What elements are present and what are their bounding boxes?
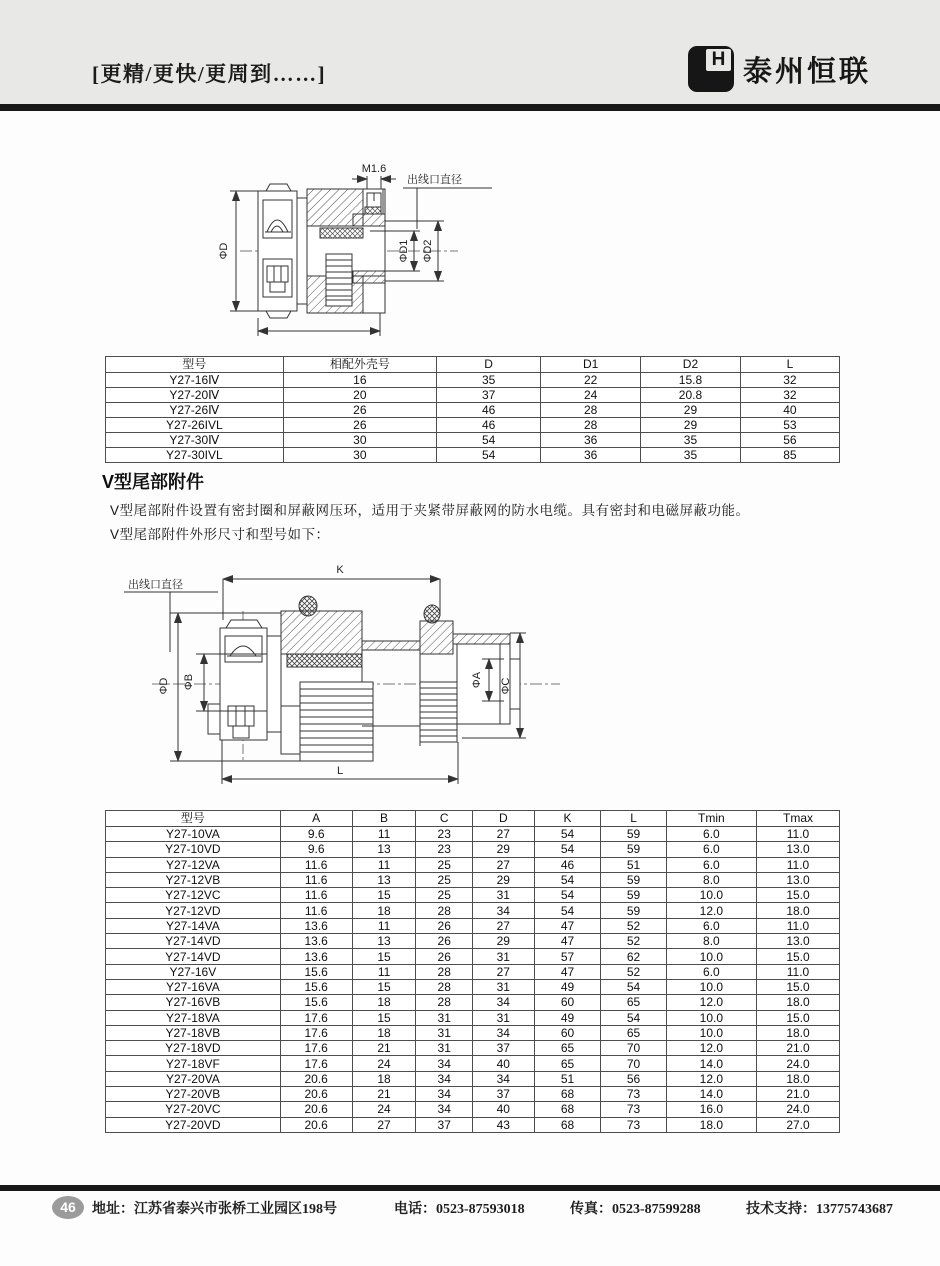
table-cell: 24 <box>352 1056 416 1071</box>
table-cell: 26 <box>283 418 436 433</box>
table-cell: Y27-14VD <box>106 934 281 949</box>
column-header: D <box>437 357 541 373</box>
section-title: V型尾部附件 <box>102 472 205 492</box>
table-cell: 40 <box>472 1056 534 1071</box>
table-cell: 27 <box>472 964 534 979</box>
table-row <box>106 1102 840 1117</box>
table-row <box>106 918 840 933</box>
table-cell: 54 <box>534 842 601 857</box>
table-cell: 27 <box>352 1117 416 1132</box>
table-cell: 17.6 <box>280 1041 352 1056</box>
table-cell: 12.0 <box>666 995 756 1010</box>
table-cell: 25 <box>416 872 473 887</box>
table-cell: 40 <box>472 1102 534 1117</box>
table-cell: 18 <box>352 1071 416 1086</box>
connector-body <box>152 596 560 761</box>
table-cell: 21.0 <box>757 1041 840 1056</box>
table-cell: 54 <box>601 979 666 994</box>
table-cell: 37 <box>472 1041 534 1056</box>
section-paragraph-1: V型尾部附件设置有密封圈和屏蔽网压环，适用于夹紧带屏蔽网的防水电缆。具有密封和电磁屏蔽功能。 <box>110 503 750 518</box>
table-cell: 18.0 <box>757 1025 840 1040</box>
table-cell: 68 <box>534 1087 601 1102</box>
column-header: A <box>280 811 352 827</box>
table-cell: 18 <box>352 995 416 1010</box>
table-cell: 26 <box>416 918 473 933</box>
table-cell: 18.0 <box>757 995 840 1010</box>
table-cell: 25 <box>416 888 473 903</box>
table-cell: 6.0 <box>666 964 756 979</box>
table-cell: 53 <box>740 418 839 433</box>
table-cell: 54 <box>437 433 541 448</box>
table-cell: 54 <box>534 903 601 918</box>
table-cell: 31 <box>472 888 534 903</box>
table-row <box>106 934 840 949</box>
table-cell: 57 <box>534 949 601 964</box>
table-row <box>106 418 840 433</box>
table-cell: 23 <box>416 842 473 857</box>
brand-name: 泰州恒联 <box>743 55 872 88</box>
table-cell: 54 <box>601 1010 666 1025</box>
table-cell: 20.6 <box>280 1102 352 1117</box>
table-cell: Y27-12VD <box>106 903 281 918</box>
column-header: L <box>740 357 839 373</box>
table-cell: 59 <box>601 842 666 857</box>
table-cell: Y27-18VB <box>106 1025 281 1040</box>
table-cell: 10.0 <box>666 888 756 903</box>
table-cell: 30 <box>283 448 436 463</box>
table-cell: Y27-20Ⅳ <box>106 388 284 403</box>
table-cell: 29 <box>472 872 534 887</box>
table-cell: Y27-30Ⅳ <box>106 433 284 448</box>
table-cell: 23 <box>416 827 473 842</box>
table-cell: 31 <box>472 979 534 994</box>
table-cell: Y27-18VD <box>106 1041 281 1056</box>
table-cell: 12.0 <box>666 903 756 918</box>
table-cell: 11.0 <box>757 857 840 872</box>
column-header: 型号 <box>106 357 284 373</box>
table-cell: Y27-30IVL <box>106 448 284 463</box>
table-cell: 11.6 <box>280 888 352 903</box>
slogan-text: [更精/更快/更周到……] <box>92 62 327 86</box>
header-divider-bar <box>0 104 940 111</box>
table-cell: 15 <box>352 888 416 903</box>
table-cell: Y27-26Ⅳ <box>106 403 284 418</box>
table-cell: 34 <box>472 1071 534 1086</box>
table-cell: 18.0 <box>757 903 840 918</box>
table-cell: 59 <box>601 888 666 903</box>
table-cell: 6.0 <box>666 918 756 933</box>
table-row <box>106 949 840 964</box>
table-cell: Y27-12VC <box>106 888 281 903</box>
table-cell: 11.0 <box>757 918 840 933</box>
table-cell: 24 <box>352 1102 416 1117</box>
table-cell: 27.0 <box>757 1117 840 1132</box>
table-cell: 6.0 <box>666 857 756 872</box>
table-cell: 34 <box>416 1056 473 1071</box>
table-cell: 31 <box>472 1010 534 1025</box>
column-header: B <box>352 811 416 827</box>
table-cell: 8.0 <box>666 872 756 887</box>
table-cell: 11.6 <box>280 872 352 887</box>
table-cell: Y27-16VA <box>106 979 281 994</box>
table-cell: 21.0 <box>757 1087 840 1102</box>
table-cell: 36 <box>541 448 641 463</box>
table-cell: 32 <box>740 388 839 403</box>
dim-label-l: L <box>336 765 344 777</box>
table-cell: 60 <box>534 995 601 1010</box>
dim-label-phi-c: ΦC <box>500 677 512 695</box>
table-cell: Y27-26IVL <box>106 418 284 433</box>
table-row <box>106 903 840 918</box>
table-cell: 13 <box>352 934 416 949</box>
dim-label-phi-d1: ΦD1 <box>398 239 410 263</box>
table-row <box>106 995 840 1010</box>
dim-label-phi-d: ΦD <box>158 677 170 695</box>
table-cell: 73 <box>601 1087 666 1102</box>
table-cell: 37 <box>416 1117 473 1132</box>
page-number-badge: 46 <box>52 1196 84 1219</box>
dim-label-phi-b: ΦB <box>183 673 195 691</box>
footer-phone: 电话：0523-87593018 <box>394 1202 525 1217</box>
table-cell: 15.0 <box>757 1010 840 1025</box>
table-cell: 27 <box>472 918 534 933</box>
footer-address: 地址：江苏省泰兴市张桥工业园区198号 <box>92 1202 337 1217</box>
table-cell: 13 <box>352 842 416 857</box>
table-cell: 15 <box>352 1010 416 1025</box>
table-cell: 35 <box>641 448 741 463</box>
table-row <box>106 1087 840 1102</box>
table-cell: 16.0 <box>666 1102 756 1117</box>
table-cell: 17.6 <box>280 1025 352 1040</box>
table-cell: 56 <box>601 1071 666 1086</box>
table-cell: 51 <box>601 857 666 872</box>
table-row <box>106 979 840 994</box>
table-cell: 21 <box>352 1087 416 1102</box>
table-cell: 56 <box>740 433 839 448</box>
column-header: 相配外壳号 <box>283 357 436 373</box>
table-row <box>106 827 840 842</box>
table-cell: 26 <box>416 949 473 964</box>
table-cell: 43 <box>472 1117 534 1132</box>
table-cell: 54 <box>534 827 601 842</box>
table-cell: 18.0 <box>666 1117 756 1132</box>
table-cell: 31 <box>472 949 534 964</box>
table-cell: 15.0 <box>757 979 840 994</box>
table-row <box>106 373 840 388</box>
iv-tail-dimensions-table <box>105 356 840 463</box>
table-cell: 10.0 <box>666 1010 756 1025</box>
table-row <box>106 403 840 418</box>
table-cell: 11.0 <box>757 964 840 979</box>
table-cell: 13 <box>352 872 416 887</box>
table-cell: 9.6 <box>280 842 352 857</box>
column-header: 型号 <box>106 811 281 827</box>
table-cell: 54 <box>437 448 541 463</box>
table-cell: 12.0 <box>666 1071 756 1086</box>
table-cell: 13.0 <box>757 872 840 887</box>
footer-tech-support: 技术支持：13775743687 <box>746 1202 893 1217</box>
table-cell: 13.6 <box>280 934 352 949</box>
table-cell: 60 <box>534 1025 601 1040</box>
table-cell: Y27-20VD <box>106 1117 281 1132</box>
table-row <box>106 448 840 463</box>
table-cell: 13.6 <box>280 949 352 964</box>
column-header: D <box>472 811 534 827</box>
table-row <box>106 1010 840 1025</box>
table-cell: 8.0 <box>666 934 756 949</box>
table-cell: 31 <box>416 1041 473 1056</box>
table-cell: 28 <box>416 964 473 979</box>
table-cell: 59 <box>601 872 666 887</box>
dim-label-outlet: 出线口直径 <box>407 174 462 186</box>
dim-label-phi-d2: ΦD2 <box>422 239 434 263</box>
table-cell: 9.6 <box>280 827 352 842</box>
table-cell: 10.0 <box>666 949 756 964</box>
header-row <box>106 357 840 373</box>
table-cell: 65 <box>534 1056 601 1071</box>
table-cell: 11 <box>352 857 416 872</box>
table-cell: 54 <box>534 888 601 903</box>
table-cell: 34 <box>472 995 534 1010</box>
table-row <box>106 1025 840 1040</box>
table-cell: Y27-10VA <box>106 827 281 842</box>
table-cell: 20.8 <box>641 388 741 403</box>
table-cell: 15.0 <box>757 888 840 903</box>
drawing-iv-tail-cross-section <box>170 146 570 351</box>
table-cell: 10.0 <box>666 1025 756 1040</box>
table-cell: 24.0 <box>757 1102 840 1117</box>
table-cell: 20.6 <box>280 1071 352 1086</box>
table-cell: 14.0 <box>666 1087 756 1102</box>
table-row <box>106 888 840 903</box>
footer-fax: 传真：0523-87599288 <box>570 1202 701 1217</box>
table-cell: 24 <box>541 388 641 403</box>
table-cell: 37 <box>437 388 541 403</box>
table-row <box>106 842 840 857</box>
table-cell: 28 <box>541 403 641 418</box>
table-row <box>106 1071 840 1086</box>
table-cell: 11.6 <box>280 903 352 918</box>
table-cell: 18 <box>352 1025 416 1040</box>
table-cell: 13.6 <box>280 918 352 933</box>
table-cell: 29 <box>641 418 741 433</box>
table-cell: 12.0 <box>666 1041 756 1056</box>
table-cell: 35 <box>641 433 741 448</box>
table-cell: Y27-20VB <box>106 1087 281 1102</box>
dim-label-phi-d: ΦD <box>218 242 230 260</box>
table-cell: 52 <box>601 918 666 933</box>
table-cell: 32 <box>740 373 839 388</box>
table-cell: Y27-12VB <box>106 872 281 887</box>
table-cell: 11.0 <box>757 827 840 842</box>
table-cell: 28 <box>416 979 473 994</box>
table-cell: 65 <box>601 995 666 1010</box>
table-cell: 26 <box>416 934 473 949</box>
page-header <box>0 0 940 104</box>
table-cell: 59 <box>601 903 666 918</box>
table-cell: 11 <box>352 918 416 933</box>
table-cell: 46 <box>437 418 541 433</box>
table-cell: 40 <box>740 403 839 418</box>
table-cell: 49 <box>534 1010 601 1025</box>
column-header: C <box>416 811 473 827</box>
table-cell: 16 <box>283 373 436 388</box>
column-header: Tmax <box>757 811 840 827</box>
table-cell: Y27-14VD <box>106 949 281 964</box>
table-cell: 31 <box>416 1025 473 1040</box>
table-row <box>106 433 840 448</box>
column-header: L <box>601 811 666 827</box>
table-cell: 20.6 <box>280 1117 352 1132</box>
table-cell: 65 <box>601 1025 666 1040</box>
table-cell: 11 <box>352 827 416 842</box>
table-cell: Y27-16VB <box>106 995 281 1010</box>
table-cell: 49 <box>534 979 601 994</box>
table-cell: 6.0 <box>666 842 756 857</box>
table-cell: 24.0 <box>757 1056 840 1071</box>
table-cell: 85 <box>740 448 839 463</box>
table-cell: 68 <box>534 1117 601 1132</box>
table-cell: 11 <box>352 964 416 979</box>
table-cell: 34 <box>416 1087 473 1102</box>
table-cell: 52 <box>601 934 666 949</box>
footer-divider-bar <box>0 1185 940 1191</box>
header-row <box>106 811 840 827</box>
table-cell: 47 <box>534 964 601 979</box>
table-cell: 22 <box>541 373 641 388</box>
table-cell: 30 <box>283 433 436 448</box>
table-cell: 37 <box>472 1087 534 1102</box>
table-cell: 15.6 <box>280 995 352 1010</box>
section-paragraph-2: V型尾部附件外形尺寸和型号如下： <box>110 527 330 542</box>
table-row <box>106 388 840 403</box>
table-cell: Y27-18VF <box>106 1056 281 1071</box>
column-header: D1 <box>541 357 641 373</box>
table-cell: 15 <box>352 979 416 994</box>
table-cell: 34 <box>416 1071 473 1086</box>
table-cell: 34 <box>416 1102 473 1117</box>
drawing-v-tail-cross-section <box>112 556 567 806</box>
table-cell: 15.0 <box>757 949 840 964</box>
table-cell: 13.0 <box>757 934 840 949</box>
table-row <box>106 1117 840 1132</box>
table-cell: 36 <box>541 433 641 448</box>
table-row <box>106 964 840 979</box>
table-cell: 17.6 <box>280 1056 352 1071</box>
dim-label-phi-a: ΦA <box>471 671 483 689</box>
table-row <box>106 1056 840 1071</box>
table-row <box>106 1041 840 1056</box>
table-cell: 54 <box>534 872 601 887</box>
table-cell: 46 <box>437 403 541 418</box>
table-cell: 34 <box>472 903 534 918</box>
table-cell: 31 <box>416 1010 473 1025</box>
table-cell: 15 <box>352 949 416 964</box>
table-cell: Y27-16Ⅳ <box>106 373 284 388</box>
table-cell: Y27-12VA <box>106 857 281 872</box>
table-cell: 15.6 <box>280 964 352 979</box>
table-cell: 47 <box>534 918 601 933</box>
table-cell: 73 <box>601 1102 666 1117</box>
table-cell: 28 <box>541 418 641 433</box>
table-cell: 18 <box>352 903 416 918</box>
table-cell: 47 <box>534 934 601 949</box>
table-cell: 59 <box>601 827 666 842</box>
table-cell: 6.0 <box>666 827 756 842</box>
table-cell: 34 <box>472 1025 534 1040</box>
table-cell: 13.0 <box>757 842 840 857</box>
table-cell: 26 <box>283 403 436 418</box>
table-cell: 29 <box>641 403 741 418</box>
table-cell: Y27-20VC <box>106 1102 281 1117</box>
column-header: D2 <box>641 357 741 373</box>
table-cell: 14.0 <box>666 1056 756 1071</box>
lh-logo-icon <box>688 46 734 92</box>
v-tail-dimensions-table <box>105 810 840 1133</box>
table-cell: 46 <box>534 857 601 872</box>
table-cell: 65 <box>534 1041 601 1056</box>
table-cell: 35 <box>437 373 541 388</box>
table-cell: 20 <box>283 388 436 403</box>
table-cell: 25 <box>416 857 473 872</box>
table-cell: Y27-10VD <box>106 842 281 857</box>
table-cell: Y27-18VA <box>106 1010 281 1025</box>
column-header: K <box>534 811 601 827</box>
table-cell: 70 <box>601 1041 666 1056</box>
column-header: Tmin <box>666 811 756 827</box>
table-cell: 29 <box>472 842 534 857</box>
dim-label-k: K <box>336 564 344 576</box>
logo-letter: H <box>706 49 731 71</box>
table-cell: 28 <box>416 903 473 918</box>
table-cell: 17.6 <box>280 1010 352 1025</box>
table-cell: 73 <box>601 1117 666 1132</box>
table-cell: 51 <box>534 1071 601 1086</box>
table-cell: 15.8 <box>641 373 741 388</box>
table-cell: Y27-16V <box>106 964 281 979</box>
table-cell: 15.6 <box>280 979 352 994</box>
table-row <box>106 872 840 887</box>
table-cell: 11.6 <box>280 857 352 872</box>
table-cell: 18.0 <box>757 1071 840 1086</box>
table-cell: 28 <box>416 995 473 1010</box>
table-cell: 68 <box>534 1102 601 1117</box>
table-cell: Y27-14VA <box>106 918 281 933</box>
table-cell: 70 <box>601 1056 666 1071</box>
table-cell: 21 <box>352 1041 416 1056</box>
dim-label-m16: M1.6 <box>361 163 387 175</box>
table-cell: Y27-20VA <box>106 1071 281 1086</box>
brand-logo <box>688 46 871 92</box>
table-cell: 52 <box>601 964 666 979</box>
table-cell: 10.0 <box>666 979 756 994</box>
table-row <box>106 857 840 872</box>
table-cell: 20.6 <box>280 1087 352 1102</box>
table-cell: 29 <box>472 934 534 949</box>
dim-label-outlet: 出线口直径 <box>128 579 183 591</box>
table-cell: 27 <box>472 857 534 872</box>
table-cell: 62 <box>601 949 666 964</box>
table-cell: 27 <box>472 827 534 842</box>
